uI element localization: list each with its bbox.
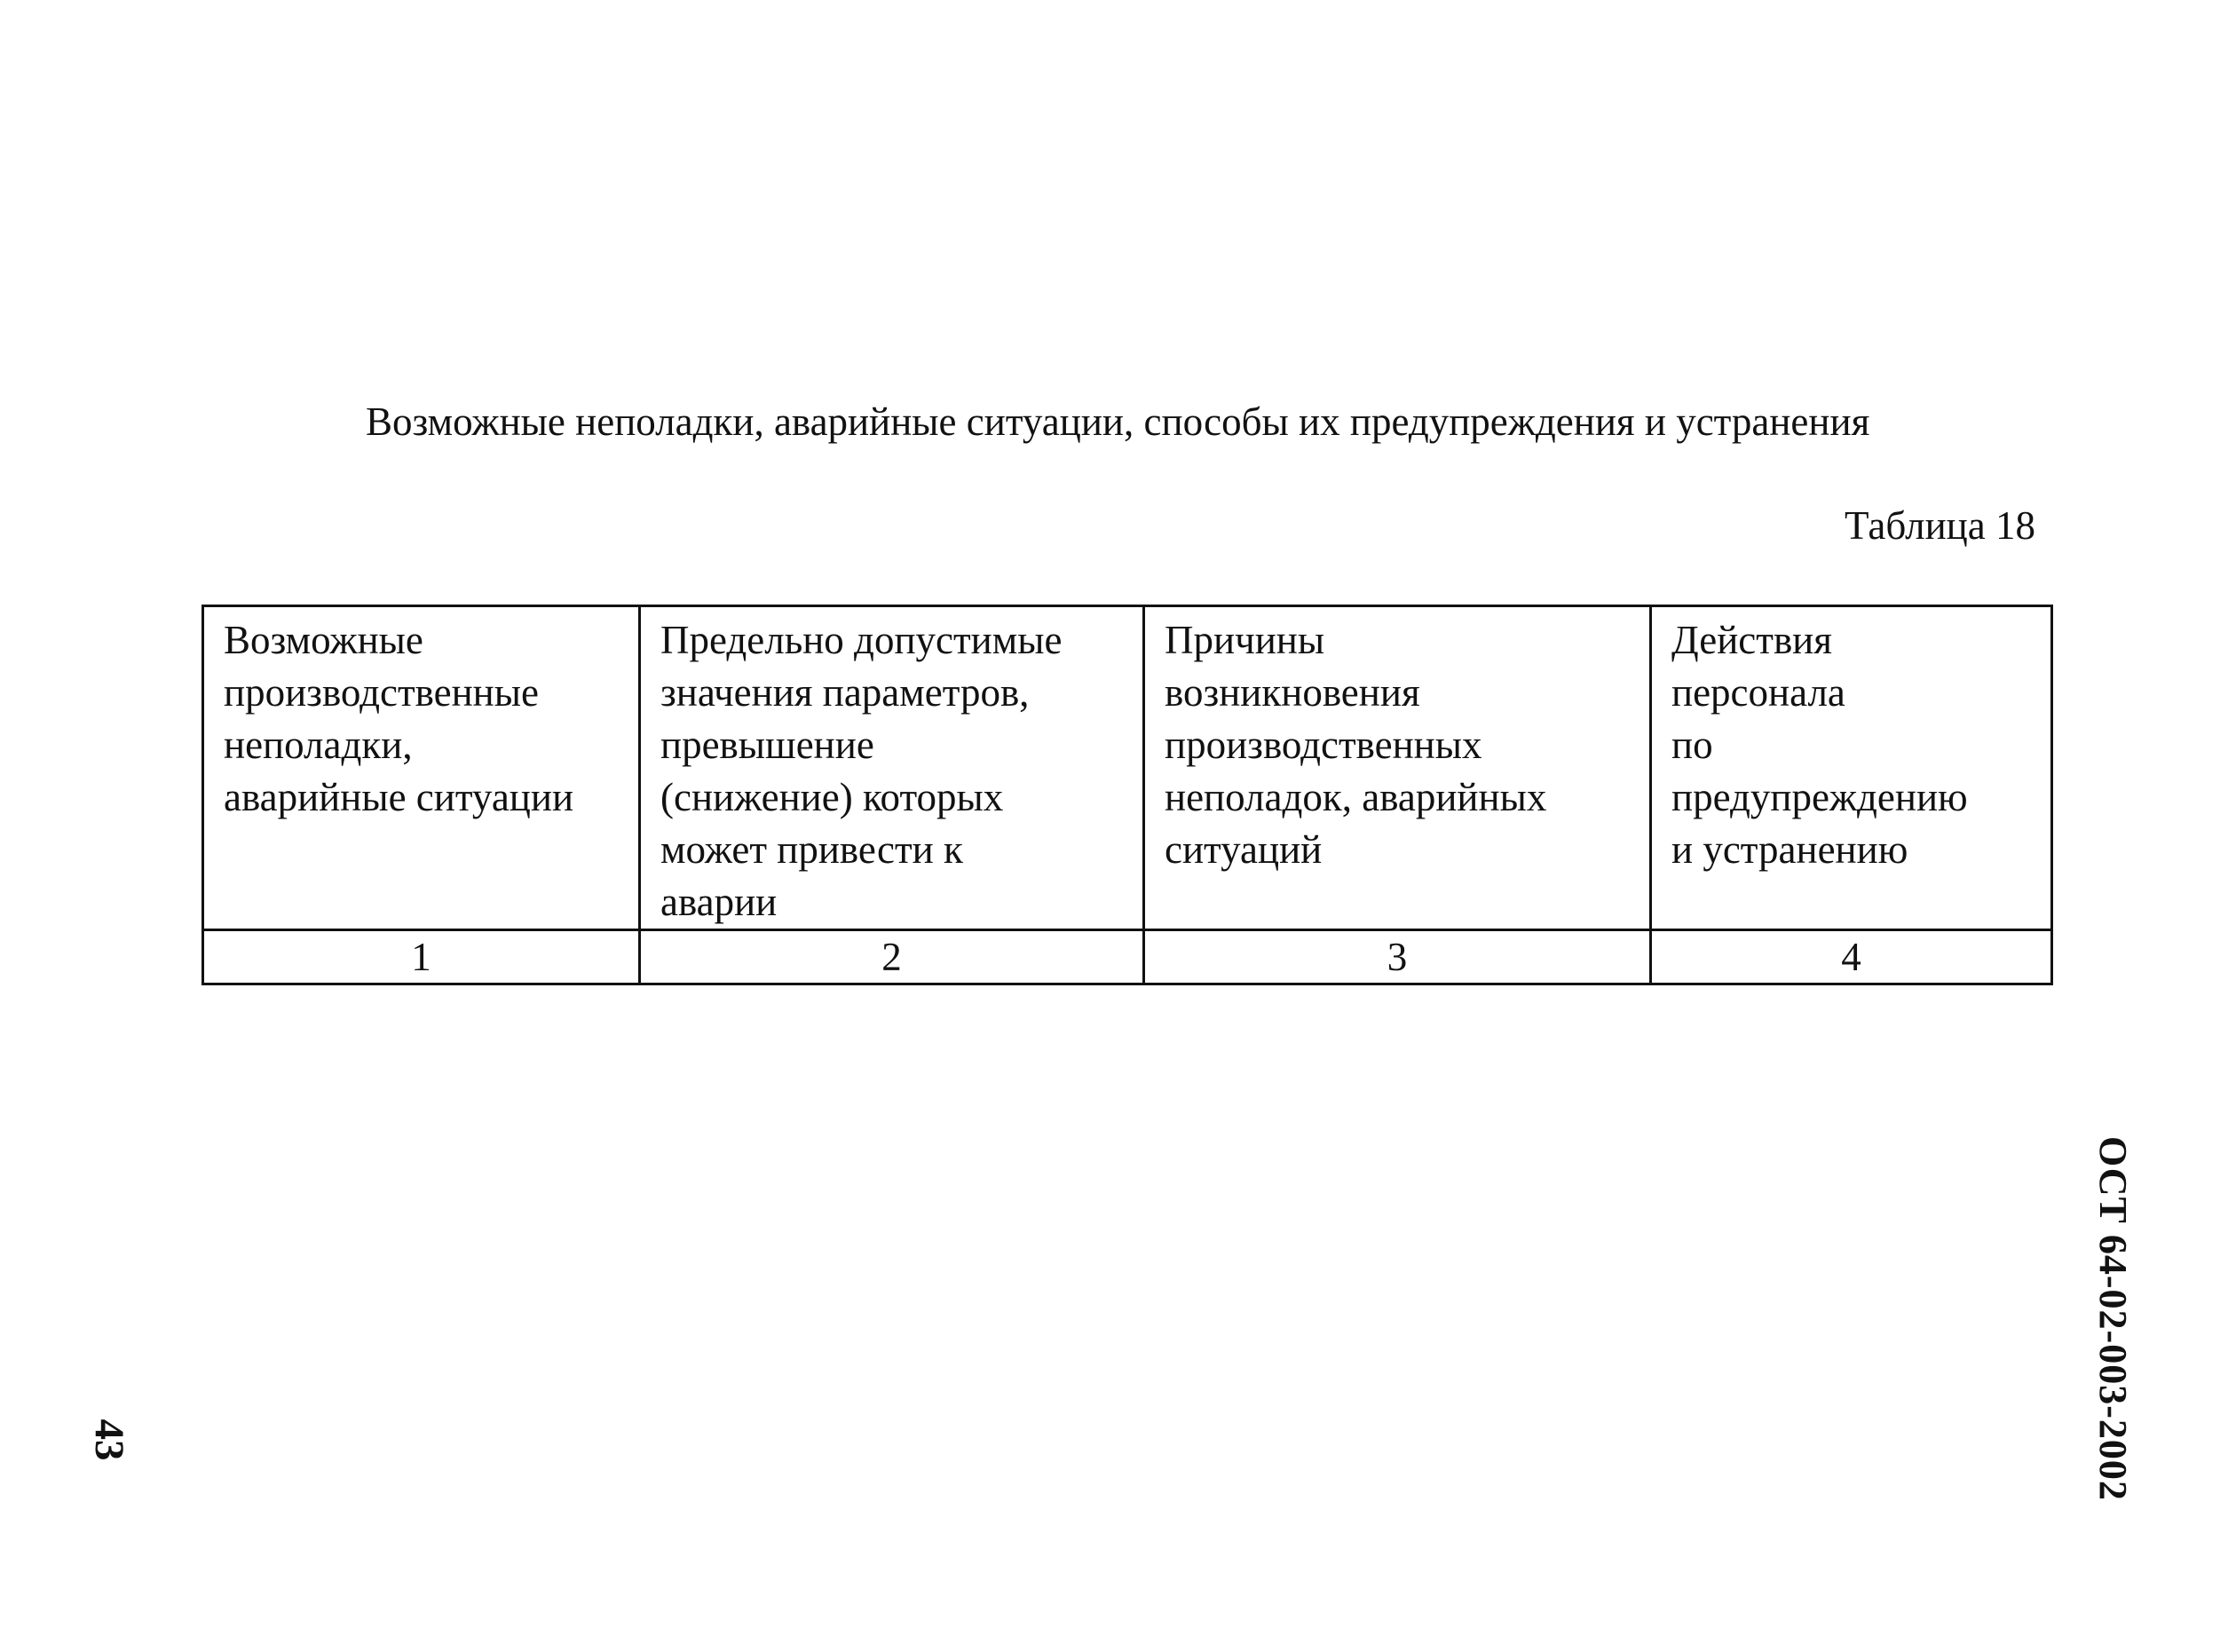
incidents-table	[201, 605, 2053, 985]
column-number-2: 2	[640, 930, 1144, 984]
table-header-row	[203, 606, 2052, 930]
column-number-4: 4	[1651, 930, 2052, 984]
header-cell-limits: Предельно допустимые значения параметров, превышение (снижение) которых может привести к аварии	[640, 606, 1144, 930]
column-number-row	[203, 930, 2052, 984]
column-number-1: 1	[203, 930, 640, 984]
document-code: ОСТ 64-02-003-2002	[2091, 1136, 2135, 1501]
table-label: Таблица 18	[1845, 503, 2035, 548]
header-cell-actions: Действия персонала по предупреждению и устранению	[1651, 606, 2052, 930]
header-cell-causes: Причины возникновения производственных неполадок, аварийных ситуаций	[1144, 606, 1651, 930]
column-number-3: 3	[1144, 930, 1651, 984]
page-number: 43	[86, 1419, 132, 1461]
header-cell-incidents: Возможные производственные неполадки, аварийные ситуации	[203, 606, 640, 930]
document-title: Возможные неполадки, аварийные ситуации, способы их предупреждения и устранения	[366, 399, 1870, 444]
